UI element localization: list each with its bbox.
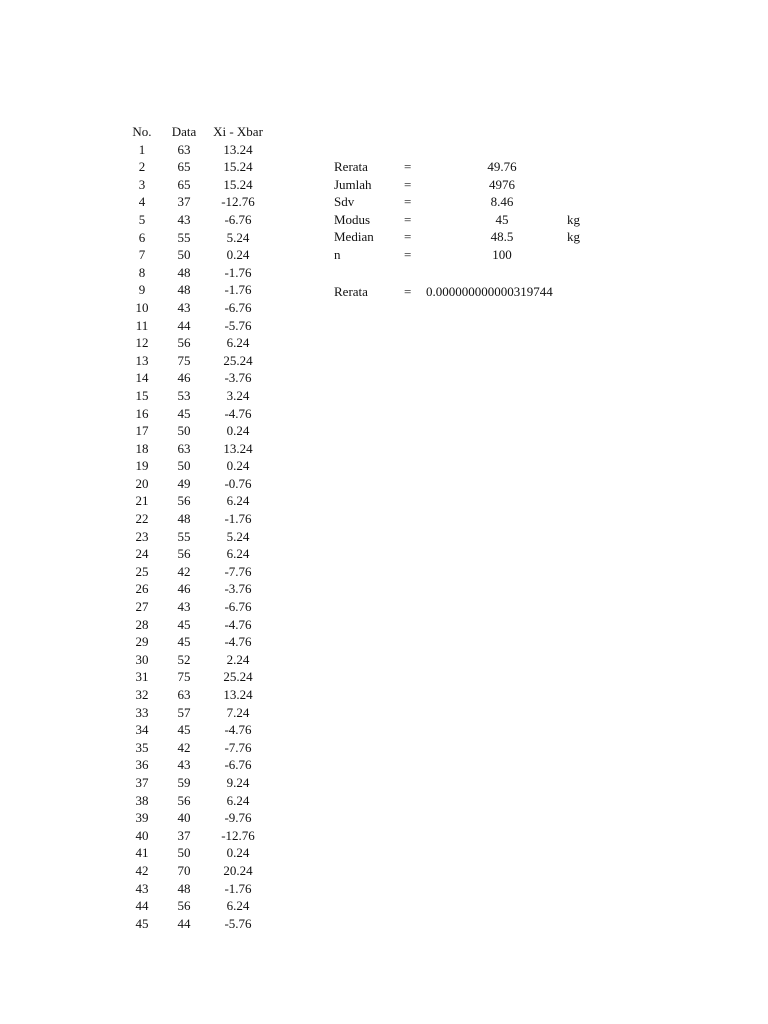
summary-label: Sdv — [334, 194, 355, 210]
row-deviation: -5.76 — [224, 317, 252, 333]
row-deviation: 5.24 — [226, 528, 250, 544]
row-number: 39 — [135, 810, 149, 826]
row-deviation: -4.76 — [224, 616, 252, 632]
rerata-deviation-value: 0.000000000000319744 — [426, 284, 553, 299]
table-row — [120, 880, 272, 898]
row-data-value: 43 — [177, 299, 191, 315]
summary-label: Rerata — [334, 159, 368, 174]
table-row — [120, 475, 272, 493]
table-row — [120, 211, 272, 229]
row-deviation: 25.24 — [223, 352, 253, 368]
row-deviation: 15.24 — [223, 176, 253, 192]
row-data-value: 48 — [177, 511, 191, 527]
row-data-value: 40 — [177, 810, 191, 826]
row-deviation: -1.76 — [224, 880, 252, 896]
row-deviation: 6.24 — [226, 335, 250, 351]
row-deviation: -6.76 — [224, 599, 252, 615]
row-number: 11 — [135, 317, 149, 333]
summary-equals: = — [404, 176, 412, 192]
table-row — [120, 492, 272, 510]
row-deviation: 20.24 — [223, 862, 253, 878]
table-row — [120, 369, 272, 387]
table-row — [120, 739, 272, 757]
summary-value: 100 — [492, 246, 512, 262]
summary-value: 49.76 — [487, 159, 517, 174]
row-number: 44 — [135, 898, 149, 914]
row-data-value: 44 — [177, 317, 191, 333]
table-row — [120, 317, 272, 335]
row-deviation: -7.76 — [224, 739, 252, 755]
row-number: 6 — [138, 229, 146, 245]
row-deviation: -6.76 — [224, 299, 252, 315]
row-data-value: 63 — [177, 687, 191, 702]
row-number: 31 — [135, 669, 149, 685]
row-number: 30 — [135, 651, 149, 667]
row-deviation: 9.24 — [226, 774, 250, 790]
row-data-value: 56 — [177, 546, 191, 562]
row-number: 29 — [135, 634, 149, 650]
row-number: 21 — [135, 493, 149, 509]
row-data-value: 49 — [177, 475, 191, 491]
header-xi-minus-xbar: Xi - Xbar — [213, 124, 263, 139]
row-number: 26 — [135, 581, 149, 597]
row-number: 18 — [135, 440, 149, 456]
row-number: 36 — [135, 757, 149, 773]
row-deviation: 13.24 — [223, 440, 253, 456]
row-data-value: 48 — [177, 264, 191, 280]
row-data-value: 57 — [177, 704, 191, 720]
row-data-value: 43 — [177, 757, 191, 773]
row-deviation: -9.76 — [224, 810, 252, 826]
row-data-value: 56 — [177, 335, 191, 351]
table-row — [120, 862, 272, 880]
row-data-value: 45 — [177, 722, 191, 738]
header-no: No. — [132, 124, 152, 139]
row-deviation: -6.76 — [224, 211, 252, 227]
row-number: 27 — [135, 599, 149, 615]
row-data-value: 50 — [177, 247, 191, 263]
row-deviation: 0.24 — [226, 247, 250, 263]
table-row — [120, 844, 272, 862]
table-row — [120, 334, 272, 352]
summary-unit: kg — [567, 229, 580, 245]
row-deviation: -1.76 — [224, 282, 252, 298]
row-number: 12 — [135, 335, 149, 351]
table-header-row — [120, 123, 272, 141]
summary-equals: = — [404, 159, 412, 174]
row-deviation: 5.24 — [226, 229, 250, 245]
row-data-value: 48 — [177, 282, 191, 298]
row-number: 4 — [138, 194, 146, 210]
row-deviation: -3.76 — [224, 581, 252, 597]
row-data-value: 44 — [177, 915, 191, 931]
row-number: 34 — [135, 722, 149, 738]
rerata-deviation-equals: = — [404, 284, 412, 299]
row-number: 17 — [135, 423, 149, 439]
table-row — [120, 686, 272, 704]
row-data-value: 56 — [177, 493, 191, 509]
row-number: 16 — [135, 405, 149, 421]
row-number: 40 — [135, 827, 149, 843]
summary-equals: = — [404, 211, 412, 227]
row-number: 19 — [135, 458, 149, 474]
row-data-value: 65 — [177, 159, 191, 175]
row-data-value: 42 — [177, 563, 191, 579]
row-number: 7 — [138, 247, 146, 263]
row-data-value: 37 — [177, 827, 191, 843]
row-deviation: -3.76 — [224, 370, 252, 386]
table-row — [120, 545, 272, 563]
row-deviation: -12.76 — [221, 194, 255, 210]
table-row — [120, 528, 272, 546]
row-number: 20 — [135, 475, 149, 491]
summary-value: 4976 — [489, 176, 515, 192]
row-number: 8 — [138, 264, 146, 280]
row-data-value: 75 — [177, 352, 191, 368]
table-row — [120, 193, 272, 211]
row-deviation: 25.24 — [223, 669, 253, 685]
row-number: 1 — [138, 141, 146, 157]
table-row — [120, 827, 272, 845]
row-deviation: 6.24 — [226, 792, 250, 808]
table-row — [120, 246, 272, 264]
row-number: 22 — [135, 511, 149, 527]
row-number: 28 — [135, 616, 149, 632]
row-data-value: 59 — [177, 774, 191, 790]
row-data-value: 52 — [177, 651, 191, 667]
table-row — [120, 580, 272, 598]
table-row — [120, 792, 272, 810]
row-deviation: -0.76 — [224, 475, 252, 491]
row-deviation: 6.24 — [226, 546, 250, 562]
row-deviation: 0.24 — [226, 845, 250, 861]
table-row — [120, 915, 272, 933]
table-row — [120, 281, 272, 299]
summary-unit: kg — [567, 211, 580, 227]
row-deviation: 0.24 — [226, 423, 250, 439]
row-number: 35 — [135, 739, 149, 755]
row-data-value: 50 — [177, 845, 191, 861]
table-row — [120, 510, 272, 528]
table-row — [120, 229, 272, 247]
row-deviation: 15.24 — [223, 159, 253, 175]
row-deviation: -1.76 — [224, 511, 252, 527]
row-number: 32 — [135, 687, 149, 702]
row-number: 13 — [135, 352, 149, 368]
row-deviation: -6.76 — [224, 757, 252, 773]
row-data-value: 48 — [177, 880, 191, 896]
row-number: 14 — [135, 370, 149, 386]
row-data-value: 43 — [177, 599, 191, 615]
summary-label: Jumlah — [334, 176, 372, 192]
row-data-value: 46 — [177, 581, 191, 597]
table-row — [120, 141, 272, 159]
table-row — [120, 457, 272, 475]
row-data-value: 42 — [177, 739, 191, 755]
row-data-value: 63 — [177, 141, 191, 157]
summary-equals: = — [404, 229, 412, 245]
row-data-value: 53 — [177, 387, 191, 403]
row-deviation: -4.76 — [224, 722, 252, 738]
table-row — [120, 616, 272, 634]
row-data-value: 55 — [177, 528, 191, 544]
table-row — [120, 897, 272, 915]
summary-equals: = — [404, 194, 412, 210]
row-deviation: 0.24 — [226, 458, 250, 474]
table-row — [120, 721, 272, 739]
row-deviation: -7.76 — [224, 563, 252, 579]
row-data-value: 45 — [177, 634, 191, 650]
table-row — [120, 774, 272, 792]
summary-label: Modus — [334, 211, 371, 227]
row-deviation: 2.24 — [226, 651, 250, 667]
row-data-value: 50 — [177, 458, 191, 474]
row-number: 41 — [135, 845, 149, 861]
summary-value: 48.5 — [490, 229, 514, 245]
header-data: Data — [171, 124, 197, 139]
summary-label: Median — [334, 229, 374, 245]
row-data-value: 45 — [177, 616, 191, 632]
row-data-value: 63 — [177, 440, 191, 456]
row-number: 25 — [135, 563, 149, 579]
row-deviation: 7.24 — [226, 704, 250, 720]
summary-equals: = — [404, 246, 412, 262]
row-data-value: 37 — [177, 194, 191, 210]
table-row — [120, 598, 272, 616]
table-row — [120, 633, 272, 651]
row-number: 37 — [135, 774, 149, 790]
data-table — [120, 123, 272, 932]
row-deviation: 6.24 — [226, 898, 250, 914]
row-data-value: 56 — [177, 898, 191, 914]
row-number: 43 — [135, 880, 149, 896]
row-deviation: -4.76 — [224, 405, 252, 421]
table-row — [120, 387, 272, 405]
table-row — [120, 405, 272, 423]
row-data-value: 46 — [177, 370, 191, 386]
row-number: 9 — [138, 282, 146, 298]
table-row — [120, 176, 272, 194]
row-deviation: 6.24 — [226, 493, 250, 509]
row-number: 2 — [138, 159, 146, 175]
table-row — [120, 299, 272, 317]
row-data-value: 45 — [177, 405, 191, 421]
row-deviation: -1.76 — [224, 264, 252, 280]
row-data-value: 43 — [177, 211, 191, 227]
table-row — [120, 264, 272, 282]
table-row — [120, 704, 272, 722]
row-number: 24 — [135, 546, 149, 562]
summary-label: n — [334, 246, 341, 262]
row-data-value: 55 — [177, 229, 191, 245]
row-number: 38 — [135, 792, 149, 808]
table-row — [120, 563, 272, 581]
row-data-value: 50 — [177, 423, 191, 439]
row-number: 23 — [135, 528, 149, 544]
row-data-value: 65 — [177, 176, 191, 192]
row-number: 33 — [135, 704, 149, 720]
row-number: 3 — [138, 176, 146, 192]
row-deviation: 13.24 — [223, 687, 253, 702]
table-row — [120, 440, 272, 458]
table-row — [120, 756, 272, 774]
row-deviation: 3.24 — [226, 387, 250, 403]
rerata-deviation-label: Rerata — [334, 284, 368, 299]
table-row — [120, 158, 272, 176]
table-row — [120, 352, 272, 370]
row-number: 45 — [135, 915, 149, 931]
row-number: 15 — [135, 387, 149, 403]
summary-value: 8.46 — [490, 194, 514, 210]
table-row — [120, 668, 272, 686]
row-deviation: 13.24 — [223, 141, 253, 157]
row-number: 42 — [135, 862, 149, 878]
row-data-value: 70 — [177, 862, 191, 878]
table-row — [120, 422, 272, 440]
row-deviation: -5.76 — [224, 915, 252, 931]
row-number: 10 — [135, 299, 149, 315]
row-data-value: 56 — [177, 792, 191, 808]
row-data-value: 75 — [177, 669, 191, 685]
row-number: 5 — [138, 211, 146, 227]
table-body — [120, 141, 272, 933]
row-deviation: -4.76 — [224, 634, 252, 650]
table-row — [120, 809, 272, 827]
summary-value: 45 — [495, 211, 509, 227]
table-row — [120, 651, 272, 669]
row-deviation: -12.76 — [221, 827, 255, 843]
